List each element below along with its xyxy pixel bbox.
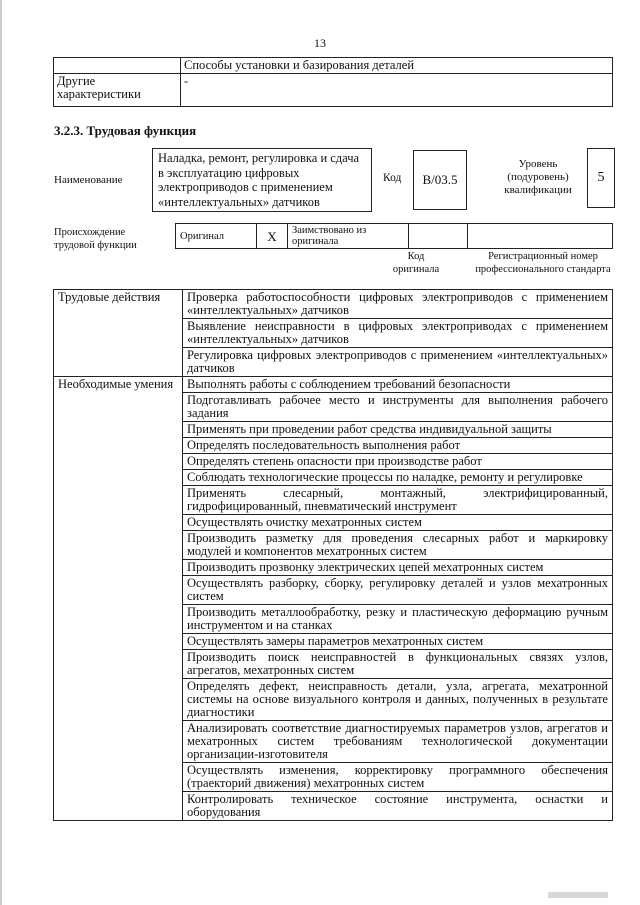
function-code-box: B/03.5 <box>413 150 467 210</box>
labor-action-item: Регулировка цифровых электроприводов с применением «интеллектуальных» датчиков <box>183 348 613 377</box>
empty-cell <box>54 58 181 74</box>
original-label: Оригинал <box>176 224 257 249</box>
scan-mark <box>548 892 608 898</box>
skill-item: Осуществлять разборку, сборку, регулировку деталей и узлов мехатронных систем <box>183 576 613 605</box>
table-row <box>54 377 613 393</box>
labor-actions-label: Трудовые действия <box>54 290 183 377</box>
installation-methods-cell: Способы установки и базирования деталей <box>181 58 613 74</box>
skill-item: Производить разметку для проведения слесарных работ и маркировку модулей и компонентов мехатронных систем <box>183 531 613 560</box>
other-characteristics-label: Другие характеристики <box>54 74 181 107</box>
name-label: Наименование <box>54 174 123 186</box>
skill-item: Осуществлять очистку мехатронных систем <box>183 515 613 531</box>
skill-item: Производить металлообработку, резку и пластическую деформацию ручным инструментом и на станках <box>183 605 613 634</box>
labor-action-item: Проверка работоспособности цифровых электроприводов с применением «интеллектуальных» датчиков <box>183 290 613 319</box>
skill-item: Контролировать техническое состояние инструмента, оснастки и оборудования <box>183 792 613 821</box>
skills-label: Необходимые умения <box>54 377 183 821</box>
characteristics-table <box>53 57 613 107</box>
section-title: 3.2.3. Трудовая функция <box>54 123 197 138</box>
origin-table <box>175 223 613 249</box>
function-details-table <box>53 289 613 821</box>
skill-item: Соблюдать технологические процессы по наладке, ремонту и регулировке <box>183 470 613 486</box>
function-name-box: Наладка, ремонт, регулировка и сдача в эксплуатацию цифровых электроприводов с применением «интеллектуальных» датчиков <box>152 148 372 212</box>
skill-item: Выполнять работы с соблюдением требований безопасности <box>183 377 613 393</box>
code-original-caption: Код оригинала <box>392 251 440 275</box>
skill-item: Производить поиск неисправностей в функциональных связях узлов, агрегатов, мехатронных систем <box>183 650 613 679</box>
skill-item: Производить прозвонку электрических цепей мехатронных систем <box>183 560 613 576</box>
level-box: 5 <box>587 148 615 208</box>
page-number: 13 <box>314 36 326 50</box>
table-row <box>54 290 613 319</box>
original-mark: X <box>257 224 288 249</box>
reg-number-caption: Регистрационный номер профессионального стандарта <box>475 251 611 275</box>
skill-item: Осуществлять замеры параметров мехатронных систем <box>183 634 613 650</box>
skill-item: Анализировать соответствие диагностируемых параметров узлов, агрегатов и мехатронных систем требованиям технологической документации организации-изготовителя <box>183 721 613 763</box>
skill-item: Применять слесарный, монтажный, электрифицированный, гидрофицированный, пневматический инструмент <box>183 486 613 515</box>
origin-label: Происхождение трудовой функции <box>54 227 137 251</box>
empty-code-cell <box>409 224 468 249</box>
skill-item: Определять последовательность выполнения работ <box>183 438 613 454</box>
borrowed-label: Заимствовано из оригинала <box>288 224 409 249</box>
scan-edge <box>0 0 2 905</box>
skill-item: Определять степень опасности при производстве работ <box>183 454 613 470</box>
other-characteristics-value: - <box>181 74 613 107</box>
code-label: Код <box>383 172 402 184</box>
skill-item: Применять при проведении работ средства индивидуальной защиты <box>183 422 613 438</box>
empty-reg-cell <box>468 224 613 249</box>
labor-action-item: Выявление неисправности в цифровых электроприводах с применением «интеллектуальных» датчиков <box>183 319 613 348</box>
level-label: Уровень (подуровень) квалификации <box>504 158 572 196</box>
skill-item: Осуществлять изменения, корректировку программного обеспечения (траекторий движения) мехатронных систем <box>183 763 613 792</box>
skill-item: Подготавливать рабочее место и инструменты для выполнения рабочего задания <box>183 393 613 422</box>
skill-item: Определять дефект, неисправность детали, узла, агрегата, мехатронной системы на основе визуального контроля и данных, полученных в результате диагностики <box>183 679 613 721</box>
